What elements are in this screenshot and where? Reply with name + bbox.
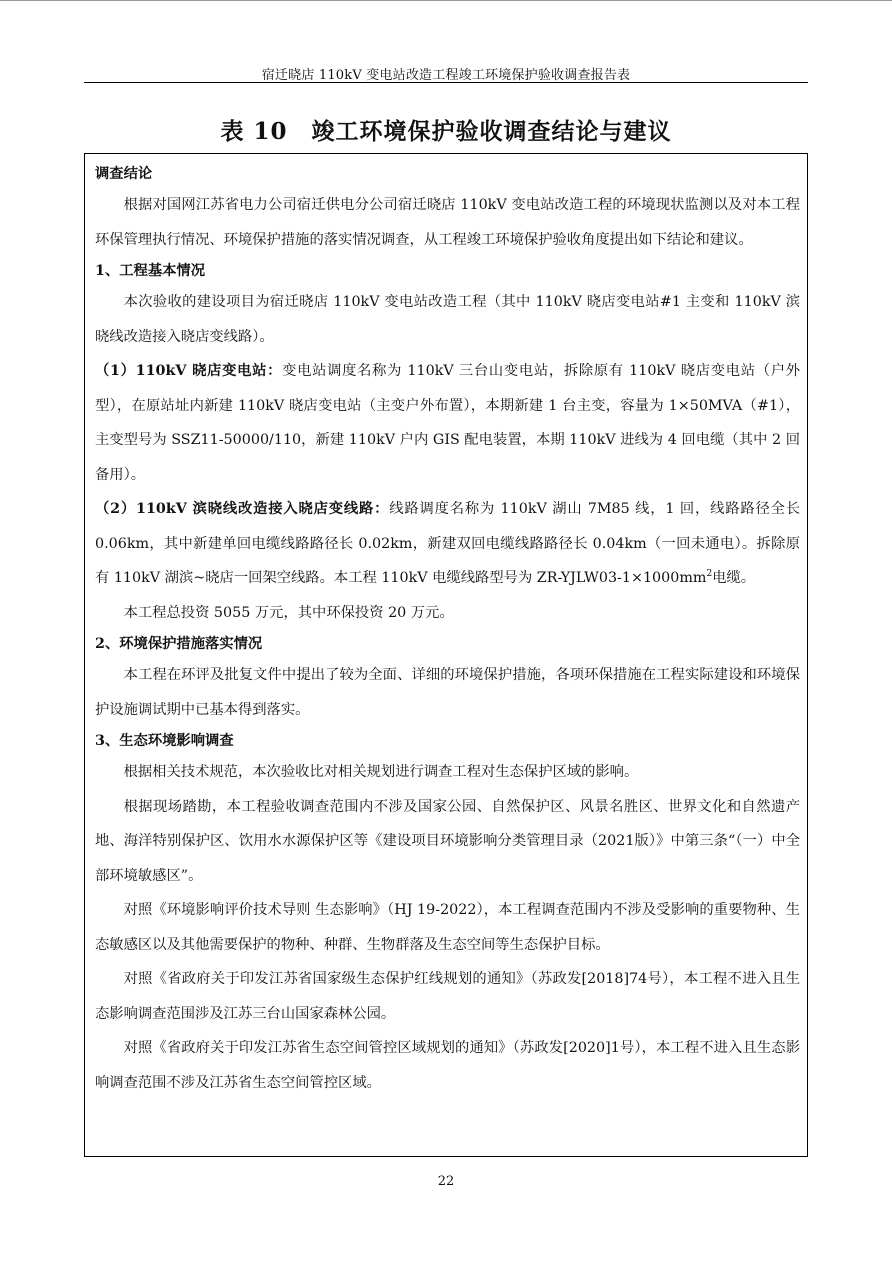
section-heading-1: 1、工程基本情况 [95,263,206,279]
item-2-text-a: 线路调度名称为 110kV 湖山 7M85 线，1 回，线路路径全长 0.06km，其中新建单回电缆线路路径长 0.02km，新建双回电缆线路路径长 0.04km（一回未通电）。拆除原有 110kV 湖滨~晓店一回架空线路。本工程 110kV 电缆线路型号为 ZR-YJLW03-1×1000mm [95,501,800,586]
item-1-text: 变电站调度名称为 110kV 三台山变电站，拆除原有 110kV 晓店变电站（户外型），在原站址内新建 110kV 晓店变电站（主变户外布置），本期新建 1 台主变，容量为 1×50MVA（#1），主变型号为 SSZ11-50000/110，新建 110kV 户内 GIS 配电装置，本期 110kV 进线为 4 回电缆（其中 2 回备用）。 [95,363,800,483]
section-1-paragraph-2: 本工程总投资 5055 万元，其中环保投资 20 万元。 [123,604,454,621]
page-number: 22 [437,1174,455,1189]
section-3-paragraph-1: 根据相关技术规范，本次验收比对相关规划进行调查工程对生态保护区域的影响。 [123,764,639,780]
section-3-paragraph-2: 根据现场踏勘，本工程验收调查范围内不涉及国家公园、自然保护区、风景名胜区、世界文化和自然遗产地、海洋特别保护区、饮用水水源保护区等《建设项目环境影响分类管理目录（2021版）》中第三条“（一）中全部环境敏感区”。 [95,798,800,884]
section-heading-2: 2、环境保护措施落实情况 [95,636,263,652]
section-3-paragraph-5: 对照《省政府关于印发江苏省生态空间管控区域规划的通知》（苏政发[2020]1号），本工程不进入且生态影响调查范围不涉及江苏省生态空间管控区域。 [95,1040,800,1091]
page-title: 表 10 竣工环境保护验收调查结论与建议 [220,118,672,145]
section-1-item-1 [95,354,800,492]
top-edge-line [0,0,892,1]
section-1-item-2 [95,492,800,596]
section-label: 调查结论 [95,166,153,182]
section-2-paragraph-1: 本工程在环评及批复文件中提出了较为全面、详细的环境保护措施，各项环保措施在工程实际建设和环境保护设施调试期中已基本得到落实。 [95,667,800,718]
item-1-label: （1）110kV 晓店变电站： [95,363,283,379]
cell-content [95,160,800,1100]
header-rule [84,82,808,83]
item-2-label: （2）110kV 滨晓线改造接入晓店变线路： [95,501,390,517]
section-1-paragraph-1: 本次验收的建设项目为宿迁晓店 110kV 变电站改造工程（其中 110kV 晓店变电站#1 主变和 110kV 滨晓线改造接入晓店变线路）。 [95,294,800,345]
intro-paragraph: 根据对国网江苏省电力公司宿迁供电分公司宿迁晓店 110kV 变电站改造工程的环境现状监测以及对本工程环保管理执行情况、环境保护措施的落实情况调查，从工程竣工环境保护验收角度提出如下结论和建议。 [95,197,800,248]
section-3-paragraph-3: 对照《环境影响评价技术导则 生态影响》（HJ 19-2022），本工程调查范围内不涉及受影响的重要物种、生态敏感区以及其他需要保护的物种、种群、生物群落及生态空间等生态保护目标。 [95,902,800,953]
item-2-text-b: 电缆。 [712,570,756,586]
conclusion-table-cell [84,153,808,1157]
running-header: 宿迁晓店 110kV 变电站改造工程竣工环境保护验收调查报告表 [261,68,631,83]
section-3-paragraph-4: 对照《省政府关于印发江苏省国家级生态保护红线规划的通知》（苏政发[2018]74号），本工程不进入且生态影响调查范围涉及江苏三台山国家森林公园。 [95,971,800,1022]
item-2-superscript: 2 [706,569,713,580]
section-heading-3: 3、生态环境影响调查 [95,733,234,749]
